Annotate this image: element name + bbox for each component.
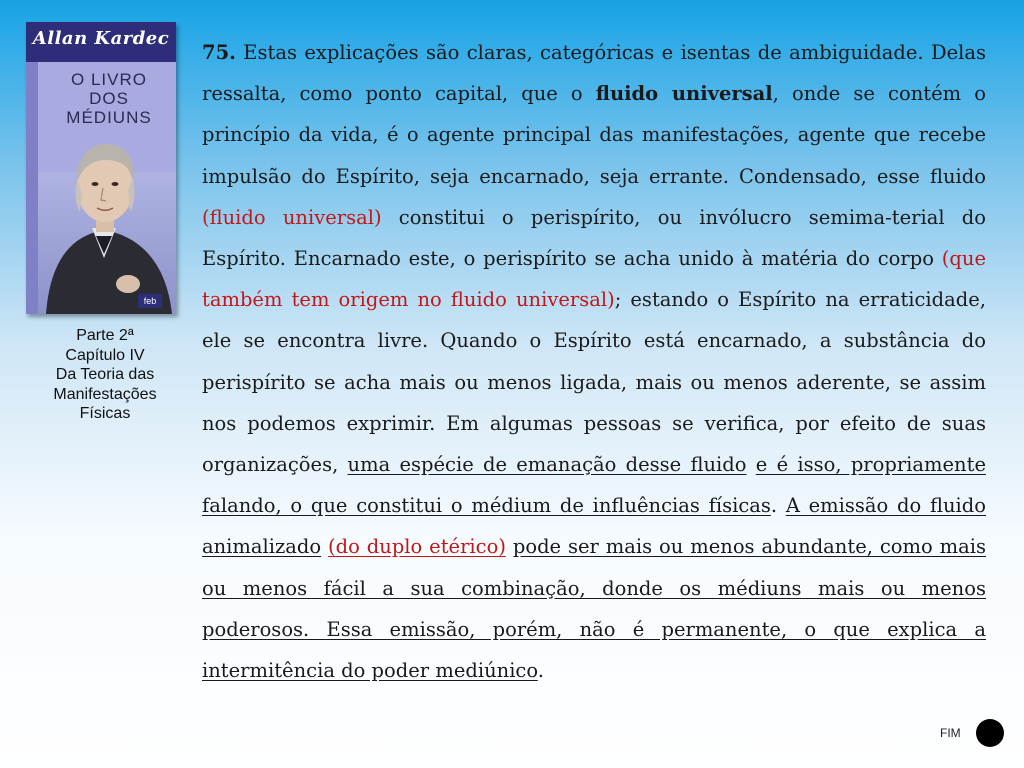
caption-line: Da Teoria das — [55, 366, 155, 383]
red-annotation: (que também tem origem no fluido universal) — [202, 247, 986, 312]
text-segment: . — [770, 494, 786, 518]
caption-line: Físicas — [79, 405, 131, 422]
paragraph-75 — [202, 32, 986, 691]
paragraph-number: 75. — [202, 41, 236, 64]
text-segment: constitui o perispírito, ou invólucro semima-terial do Espírito. Encarnado este, o perispírito se acha unido à matéria do corpo — [202, 205, 986, 271]
book-title-line: MÉDIUNS — [66, 108, 152, 127]
book-title-line: O LIVRO — [71, 70, 147, 89]
underlined-phrase: e é isso, propriamente falando, o que constitui o médium de influências físicas — [202, 453, 986, 518]
red-annotation: (fluido universal) — [202, 205, 382, 229]
underlined-phrase: pode ser mais ou menos abundante, como mais ou menos fácil a sua combinação, donde os médiuns mais ou menos poderosos. Essa emissão, porém, não é permanente, o que explica a intermitência do poder mediúnico — [202, 535, 986, 683]
fim-end-button[interactable] — [976, 719, 1004, 747]
caption-line: Manifestações — [53, 385, 157, 403]
author-portrait — [26, 22, 176, 314]
chapter-caption — [30, 326, 180, 424]
publisher-logo: feb — [138, 294, 162, 308]
underlined-phrase: uma espécie de emanação desse fluido — [347, 453, 747, 477]
text-segment: Estas explicações são claras, categóricas e isentas de ambiguidade. Delas ressalta, como ponto capital, que o — [202, 41, 986, 106]
text-segment — [321, 535, 328, 558]
caption-line: Capítulo IV — [65, 346, 145, 364]
fim-label: FIM — [940, 726, 961, 740]
book-cover-image — [26, 22, 176, 314]
caption-line: Parte 2ª — [76, 327, 134, 344]
text-segment: . — [537, 659, 544, 683]
text-segment — [506, 535, 513, 558]
highlight-fluido-universal: fluido universal — [595, 82, 773, 106]
red-annotation: (do duplo etérico) — [328, 535, 506, 559]
text-segment — [747, 453, 756, 476]
underlined-phrase: A emissão do fluido animalizado — [202, 494, 986, 559]
text-segment: ; estando o Espírito na erraticidade, ele se encontra livre. Quando o Espírito está encarnado, a substância do perispírito se acha mais ou menos ligada, mais ou menos aderente, se assim nos podemos exprimir. Em algumas pessoas se verifica, por efeito de suas organizações, — [202, 288, 986, 477]
text-segment: , onde se contém o princípio da vida, é o agente principal das manifestações, agente que recebe impulsão do Espírito, seja encarnado, seja errante. Condensado, esse fluido — [202, 82, 986, 188]
book-title-line: DOS — [89, 89, 129, 108]
book-author: Allan Kardec — [32, 28, 170, 49]
